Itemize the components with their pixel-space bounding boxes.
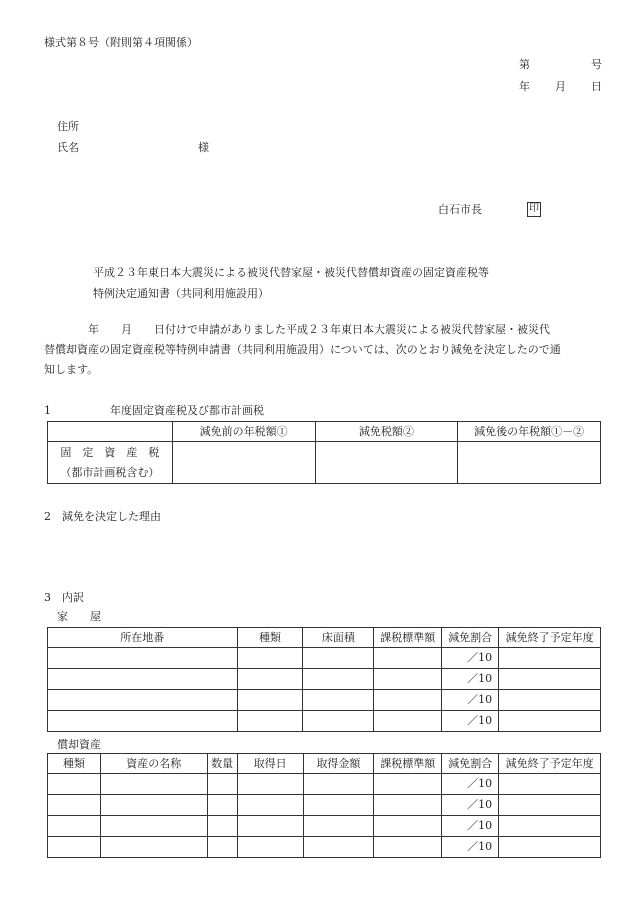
table-row [48,837,601,858]
col-header-after: 減免後の年税額①－② [458,422,601,442]
asset-name-cell[interactable] [100,816,207,837]
document-title-line2: 特例決定通知書（共同利用施設用） [93,287,269,300]
number-suffix: 号 [591,58,602,71]
asset-header-acquired-amount: 取得金額 [303,754,374,774]
date-year: 年 [519,80,530,93]
name-label: 氏名 [57,141,79,154]
asset-tax-base-cell[interactable] [374,795,442,816]
house-area-cell[interactable] [303,648,374,669]
house-type-cell[interactable] [237,648,303,669]
table-row [48,669,601,690]
asset-amount-cell[interactable] [303,795,374,816]
house-end-year-cell[interactable] [499,711,601,732]
body-line-3: 知します。 [44,363,99,376]
house-type-cell[interactable] [237,690,303,711]
asset-tax-base-cell[interactable] [374,837,442,858]
reduction-amount-cell[interactable] [315,442,458,484]
address-label: 住所 [57,120,79,133]
house-ratio-cell: ／10 [442,690,499,711]
table-row [48,648,601,669]
seal-mark: 印 [527,202,541,217]
house-ratio-cell: ／10 [442,648,499,669]
house-type-cell[interactable] [237,711,303,732]
house-tax-base-cell[interactable] [374,690,442,711]
asset-header-tax-base: 課税標準額 [374,754,442,774]
tax-amount-table [47,421,601,484]
asset-amount-cell[interactable] [303,774,374,795]
asset-ratio-cell: ／10 [442,795,499,816]
body-line-2: 替償却資産の固定資産税等特例申請書（共同利用施設用）については、次のとおり減免を決定したので通 [44,343,561,356]
asset-header-end-year: 減免終了予定年度 [499,754,601,774]
asset-type-cell[interactable] [48,816,101,837]
date-month: 月 [555,80,566,93]
house-tax-base-cell[interactable] [374,648,442,669]
body-paragraph [44,320,604,380]
house-ratio-cell: ／10 [442,711,499,732]
section1-heading: 年度固定資産税及び都市計画税 [110,404,264,417]
asset-end-year-cell[interactable] [499,795,601,816]
house-area-cell[interactable] [303,690,374,711]
asset-header-ratio: 減免割合 [442,754,499,774]
section1-number: 1 [44,404,51,417]
asset-header-acquired-date: 取得日 [237,754,303,774]
asset-name-cell[interactable] [100,795,207,816]
house-location-cell[interactable] [48,669,238,690]
row-label-line2: （都市計画税含む） [60,465,160,479]
row-label-property-tax [48,442,173,484]
house-ratio-cell: ／10 [442,669,499,690]
house-header-location: 所在地番 [48,628,238,648]
number-prefix: 第 [519,58,530,71]
col-header-before: 減免前の年税額① [172,422,315,442]
asset-quantity-cell[interactable] [207,795,237,816]
house-tax-base-cell[interactable] [374,669,442,690]
house-area-cell[interactable] [303,669,374,690]
date-day: 日 [591,80,602,93]
asset-date-cell[interactable] [237,795,303,816]
asset-type-cell[interactable] [48,837,101,858]
house-end-year-cell[interactable] [499,648,601,669]
house-end-year-cell[interactable] [499,669,601,690]
house-location-cell[interactable] [48,711,238,732]
asset-quantity-cell[interactable] [207,774,237,795]
asset-header-quantity: 数量 [207,754,237,774]
asset-end-year-cell[interactable] [499,816,601,837]
table-row [48,711,601,732]
asset-name-cell[interactable] [100,774,207,795]
asset-tax-base-cell[interactable] [374,816,442,837]
house-location-cell[interactable] [48,690,238,711]
house-table [47,627,601,732]
asset-ratio-cell: ／10 [442,774,499,795]
table-row [48,774,601,795]
asset-quantity-cell[interactable] [207,837,237,858]
asset-end-year-cell[interactable] [499,774,601,795]
body-line-1: 年 月 日付けで申請がありました平成２３年東日本大震災による被災代替家屋・被災代 [44,323,550,336]
issuer-title: 白石市長 [438,203,482,216]
form-id: 様式第８号（附則第４項関係） [44,36,198,49]
house-type-cell[interactable] [237,669,303,690]
row-label-line1: 固 定 資 産 税 [60,445,160,459]
asset-type-cell[interactable] [48,774,101,795]
blank-header-cell [48,422,173,442]
table-row [48,690,601,711]
house-area-cell[interactable] [303,711,374,732]
asset-date-cell[interactable] [237,774,303,795]
asset-amount-cell[interactable] [303,837,374,858]
after-amount-cell[interactable] [458,442,601,484]
asset-date-cell[interactable] [237,816,303,837]
asset-end-year-cell[interactable] [499,837,601,858]
asset-tax-base-cell[interactable] [374,774,442,795]
house-end-year-cell[interactable] [499,690,601,711]
honorific: 様 [198,141,209,154]
asset-ratio-cell: ／10 [442,837,499,858]
asset-date-cell[interactable] [237,837,303,858]
document-title-line1: 平成２３年東日本大震災による被災代替家屋・被災代替償却資産の固定資産税等 [93,266,489,279]
house-location-cell[interactable] [48,648,238,669]
asset-amount-cell[interactable] [303,816,374,837]
asset-ratio-cell: ／10 [442,816,499,837]
asset-header-type: 種類 [48,754,101,774]
assets-label: 償却資産 [57,738,101,751]
table-row [48,816,601,837]
assets-table [47,753,601,858]
asset-name-cell[interactable] [100,837,207,858]
house-label: 家 屋 [57,610,101,623]
house-header-type: 種類 [237,628,303,648]
house-header-floor-area: 床面積 [303,628,374,648]
section2-heading: 2 減免を決定した理由 [44,510,161,523]
asset-type-cell[interactable] [48,795,101,816]
table-row [48,795,601,816]
section3-heading: 3 内訳 [44,591,84,604]
house-header-tax-base: 課税標準額 [374,628,442,648]
col-header-reduction: 減免税額② [315,422,458,442]
house-header-ratio: 減免割合 [442,628,499,648]
house-header-end-year: 減免終了予定年度 [499,628,601,648]
before-amount-cell[interactable] [172,442,315,484]
asset-quantity-cell[interactable] [207,816,237,837]
asset-header-name: 資産の名称 [100,754,207,774]
house-tax-base-cell[interactable] [374,711,442,732]
